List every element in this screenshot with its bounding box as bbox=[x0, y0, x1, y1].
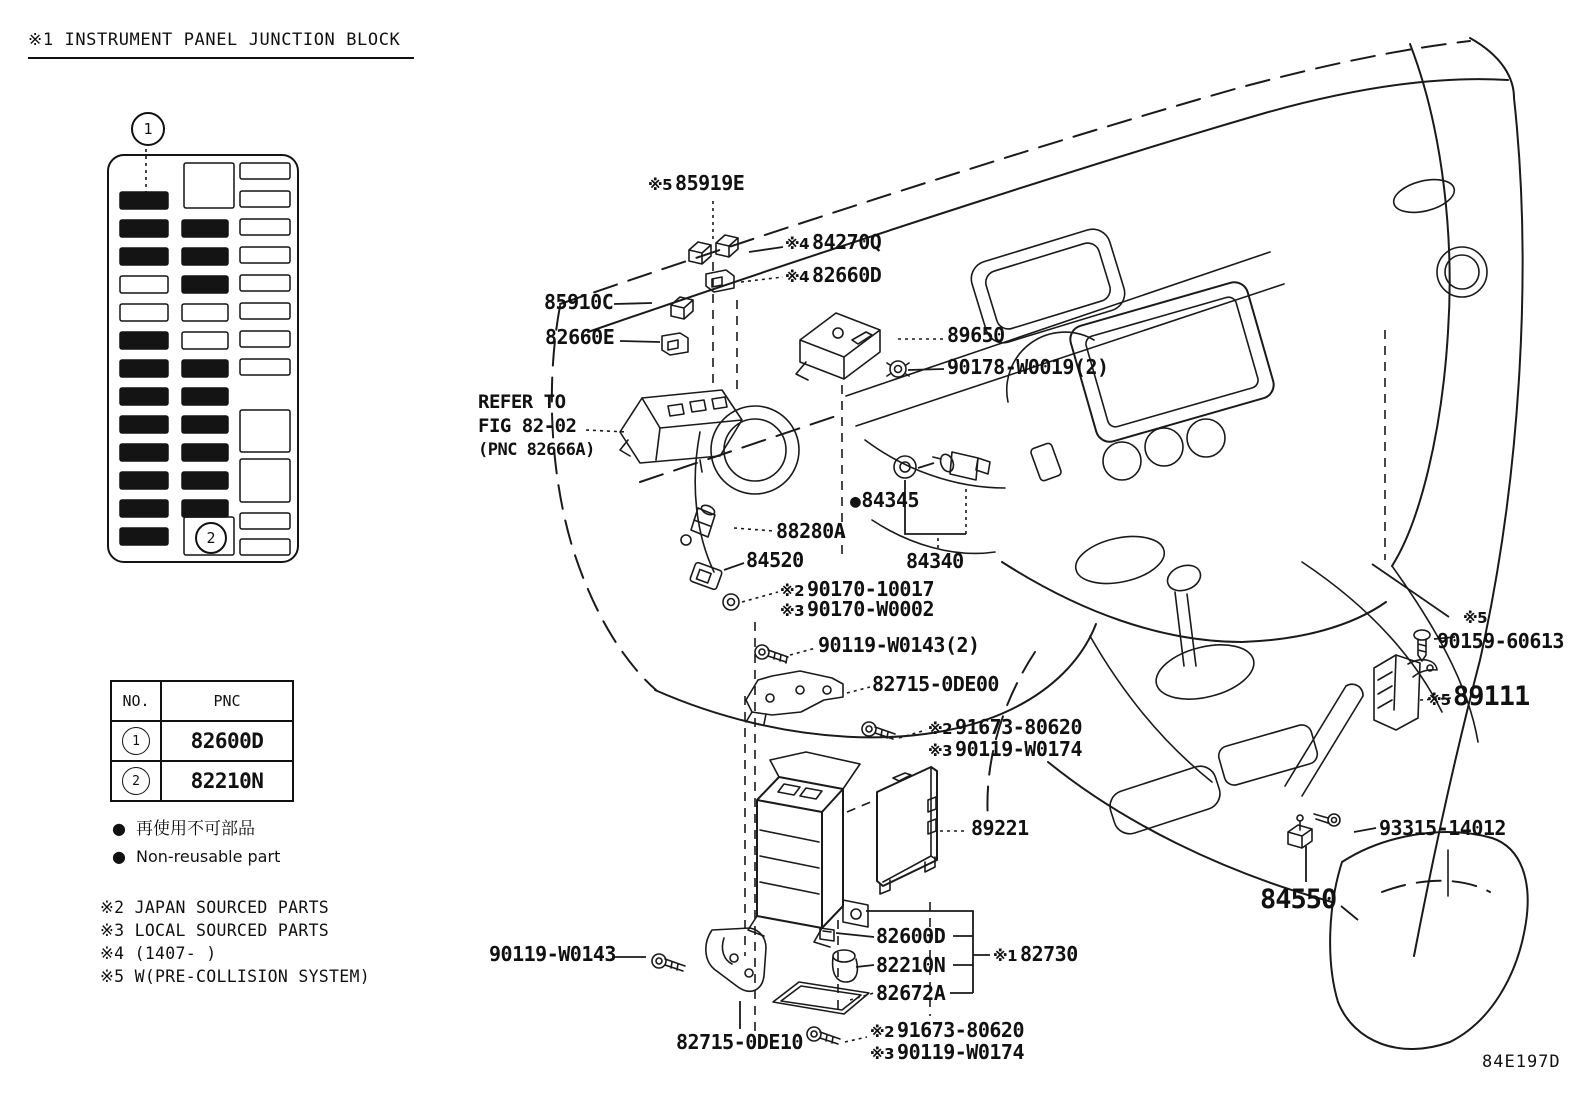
callout-1-label: 1 bbox=[143, 120, 153, 138]
connector-82660e-part bbox=[662, 333, 688, 355]
part-label-89221: 89221 bbox=[971, 816, 1029, 840]
part-label-82730: ※1 82730 bbox=[993, 942, 1078, 966]
part-label-90119-w0174-lower: ※3 90119-W0174 bbox=[870, 1040, 1024, 1064]
part-label-84550: 84550 bbox=[1260, 884, 1337, 915]
part-label-82672a: 82672A bbox=[876, 981, 946, 1005]
part-label-90119-w0174-upper: ※3 90119-W0174 bbox=[928, 737, 1082, 761]
callout-1 bbox=[131, 112, 165, 146]
part-label-91673-80620-lower: ※2 91673-80620 bbox=[870, 1018, 1024, 1042]
diagram-code: 84E197D bbox=[1482, 1052, 1561, 1072]
screw-90159-part bbox=[1414, 630, 1430, 661]
connector-82660d-part bbox=[706, 270, 734, 292]
washer-84345-part bbox=[894, 456, 916, 478]
part-label-85910c: 85910C bbox=[544, 290, 614, 314]
table-row bbox=[111, 761, 293, 801]
part-label-84345: ●84345 bbox=[850, 488, 920, 512]
footnote-3: ※3 LOCAL SOURCED PARTS bbox=[100, 921, 330, 940]
bracket-82715-0de10-part bbox=[706, 928, 766, 991]
part-label-91673-80620-upper: ※2 91673-80620 bbox=[928, 715, 1082, 739]
non-reusable-bullet-icon: ● bbox=[112, 819, 126, 838]
ecu-89221-part bbox=[847, 767, 937, 894]
junction-block-82666a-part bbox=[620, 390, 742, 472]
screw-91673-lower-part bbox=[807, 1027, 840, 1044]
row-2-number: 2 bbox=[122, 767, 150, 795]
part-label-84520: 84520 bbox=[746, 548, 804, 572]
refer-note: REFER TO FIG 82-02 (PNC 82666A) bbox=[478, 391, 595, 460]
part-label-90159-60613: ※5 90159-60613 bbox=[1437, 609, 1564, 653]
connector-84520-part bbox=[689, 562, 722, 590]
footnote-4: ※4 (1407- ) bbox=[100, 944, 217, 963]
part-label-82600d: 82600D bbox=[876, 924, 946, 948]
clip-82600d-part bbox=[820, 928, 834, 941]
callout-2-label: 2 bbox=[206, 529, 216, 547]
pnc-table bbox=[110, 680, 294, 802]
part-label-90119-w0143-2: 90119-W0143(2) bbox=[818, 633, 980, 657]
part-label-89111: ※5 89111 bbox=[1427, 681, 1530, 712]
legend-item-en: ● Non-reusable part bbox=[112, 847, 281, 866]
part-label-93315-14012: 93315-14012 bbox=[1379, 816, 1506, 840]
part-label-82715-0de10: 82715-0DE10 bbox=[676, 1030, 803, 1054]
ecu-89650-part bbox=[796, 313, 880, 380]
sensor-84550-part bbox=[1288, 815, 1312, 848]
table-header-no: NO. bbox=[111, 681, 161, 721]
part-label-90119-w0143: 90119-W0143 bbox=[489, 942, 616, 966]
grommet-82210n-part bbox=[833, 950, 858, 982]
screw-90119-w0143-2-part bbox=[755, 645, 788, 663]
nut-90170-part bbox=[723, 594, 739, 610]
part-label-85919e: ※5 85919E bbox=[648, 171, 745, 195]
part-label-82660e: 82660E bbox=[545, 325, 615, 349]
table-row bbox=[111, 721, 293, 761]
legend bbox=[112, 815, 280, 870]
row-1-number: 1 bbox=[122, 727, 150, 755]
part-label-82660d: ※4 82660D bbox=[785, 263, 882, 287]
part-label-82715-0de00: 82715-0DE00 bbox=[872, 672, 999, 696]
screw-93315-part bbox=[1314, 814, 1340, 826]
screw-90119-w0143-part bbox=[652, 954, 685, 971]
nut-90178-part bbox=[887, 361, 909, 377]
table-header-pnc: PNC bbox=[161, 681, 293, 721]
part-label-89650: 89650 bbox=[947, 323, 1005, 347]
part-label-90178-w0019: 90178-W0019(2) bbox=[947, 355, 1109, 379]
part-label-88280a: 88280A bbox=[776, 519, 846, 543]
bracket-82715-0de00-part bbox=[746, 671, 843, 724]
junction-block-assembly-part bbox=[748, 752, 868, 947]
tray-82672a-part bbox=[773, 982, 869, 1014]
non-reusable-bullet-icon: ● bbox=[112, 847, 126, 866]
part-label-84270q: ※4 84270Q bbox=[785, 230, 882, 254]
row-2-pnc: 82210N bbox=[161, 761, 293, 801]
part-label-90170-w0002: ※3 90170-W0002 bbox=[780, 597, 934, 621]
part-label-90170-10017: ※2 90170-10017 bbox=[780, 577, 934, 601]
row-1-pnc: 82600D bbox=[161, 721, 293, 761]
footnotes bbox=[100, 896, 370, 988]
page-title: ※1 INSTRUMENT PANEL JUNCTION BLOCK bbox=[28, 30, 414, 59]
cylinder-84340-part bbox=[933, 452, 990, 480]
legend-item-jp: ● 再使用不可部品 bbox=[112, 819, 255, 839]
instrument-panel-junction-block-drawing bbox=[108, 155, 298, 562]
footnote-5: ※5 W(PRE-COLLISION SYSTEM) bbox=[100, 967, 370, 986]
part-label-82210n: 82210N bbox=[876, 953, 946, 977]
part-label-84340: 84340 bbox=[906, 549, 964, 573]
callout-2 bbox=[195, 522, 227, 554]
footnote-2: ※2 JAPAN SOURCED PARTS bbox=[100, 898, 330, 917]
